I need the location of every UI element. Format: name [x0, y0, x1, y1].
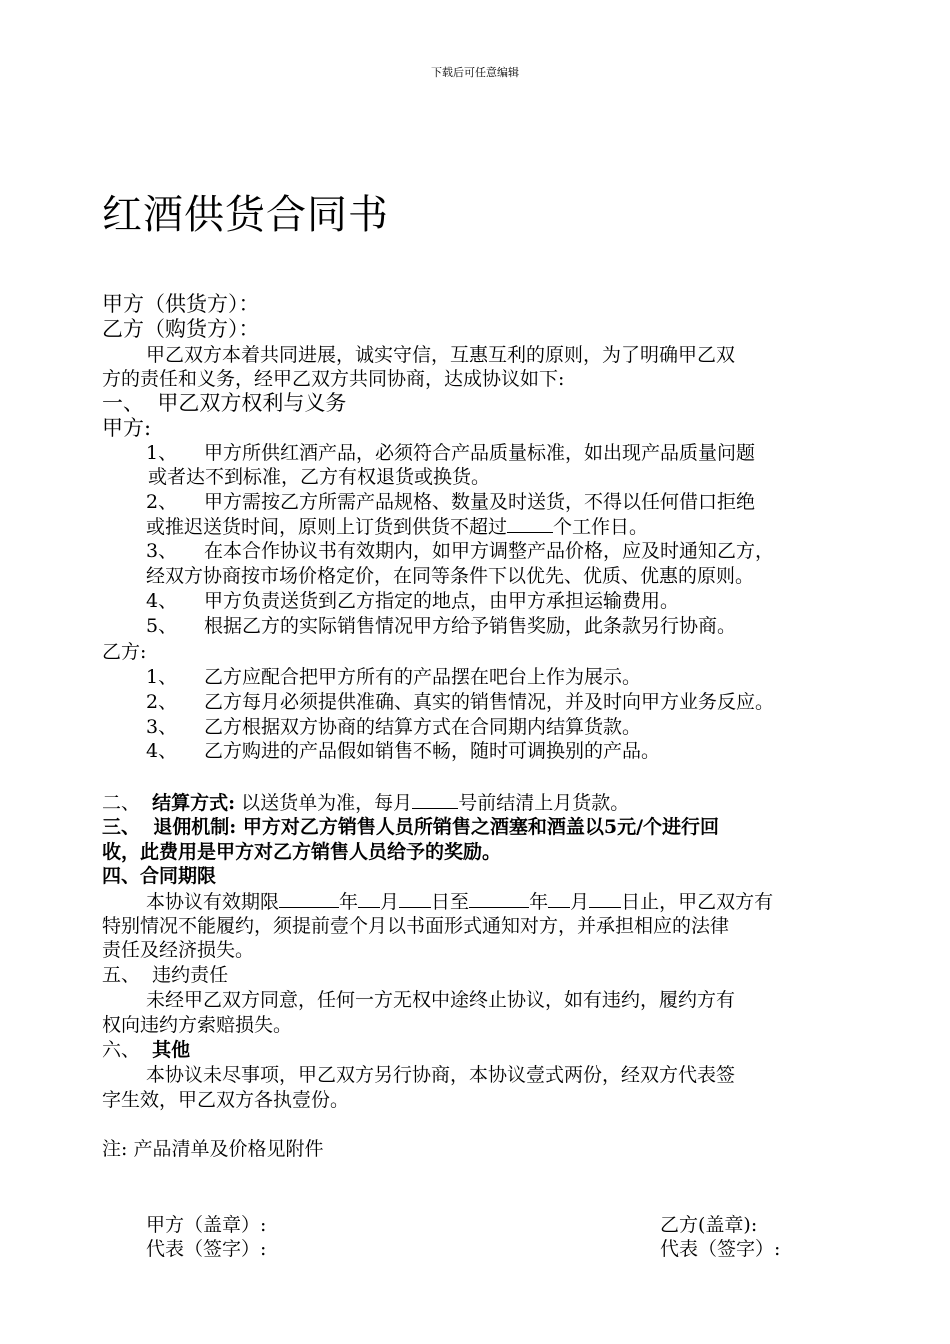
- a-item-3-line-2: 经双方协商按市场价格定价，在同等条件下以优先、优质、优惠的原则。: [146, 565, 755, 587]
- b-item-2-num: 2、: [146, 691, 178, 713]
- a-item-2-line-1: 甲方需按乙方所需产品规格、数量及时送货，不得以任何借口拒绝: [204, 491, 756, 513]
- section-2-heading: 结算方式:: [152, 792, 236, 814]
- section-1-party-a-label: 甲方:: [102, 416, 152, 440]
- end-year-blank[interactable]: [469, 889, 529, 908]
- section-2-text-b: 号前结清上月货款。: [458, 792, 630, 814]
- party-a-signature-label: 代表（签字）:: [146, 1238, 267, 1260]
- b-item-3-text: 乙方根据双方协商的结算方式在合同期内结算货款。: [204, 716, 642, 738]
- b-item-1-text: 乙方应配合把甲方所有的产品摆在吧台上作为展示。: [204, 666, 642, 688]
- party-b-signature-label: 代表（签字）:: [660, 1238, 781, 1260]
- intro-line-1: 甲乙双方本着共同进展，诚实守信，互惠互利的原则，为了明确甲乙双: [146, 344, 736, 366]
- section-1-party-b-label: 乙方:: [102, 641, 147, 663]
- section-2-num: 二、: [102, 792, 141, 814]
- section-2: [102, 790, 629, 815]
- b-item-2-text: 乙方每月必须提供准确、真实的销售情况，并及时向甲方业务反应。: [204, 691, 775, 713]
- section-6-heading: [102, 1038, 190, 1062]
- a-item-3-num: 3、: [146, 540, 178, 562]
- section-5-line-1: 未经甲乙双方同意，任何一方无权中途终止协议，如有违约，履约方有: [146, 989, 736, 1011]
- b-item-4-num: 4、: [146, 740, 178, 762]
- a-item-2-text-before-blank: 或推迟送货时间，原则上订货到供货不超过: [146, 516, 508, 538]
- a-item-2-num: 2、: [146, 491, 178, 513]
- section-3-line-2: 收，此费用是甲方对乙方销售人员给予的奖励。: [102, 841, 502, 863]
- a-item-2-text-after-blank: 个工作日。: [553, 516, 649, 538]
- a-item-4-num: 4、: [146, 590, 178, 612]
- a-item-4-line-1: 甲方负责送货到乙方指定的地点，由甲方承担运输费用。: [204, 590, 680, 612]
- end-month-label: 月: [570, 891, 590, 913]
- section-6-title: 其他: [152, 1039, 191, 1061]
- a-item-3-line-1: 在本合作协议书有效期内，如甲方调整产品价格，应及时通知乙方，: [204, 540, 775, 562]
- payment-day-blank[interactable]: [412, 790, 458, 809]
- section-4-heading: 四、合同期限: [102, 865, 217, 887]
- term-text-start: 本协议有效期限: [146, 891, 280, 913]
- a-item-1-line-1: 甲方所供红酒产品，必须符合产品质量标准，如出现产品质量问题: [204, 442, 756, 464]
- section-6-num: 六、: [102, 1039, 141, 1061]
- section-5-heading: 五、 违约责任: [102, 964, 229, 986]
- party-b-seal-label: 乙方(盖章):: [660, 1214, 758, 1236]
- intro-line-2: 方的责任和义务，经甲乙双方共同协商，达成协议如下:: [102, 368, 565, 390]
- attachment-note: 注: 产品清单及价格见附件: [102, 1138, 324, 1160]
- section-4-line-3: 责任及经济损失。: [102, 939, 255, 961]
- end-day-blank[interactable]: [589, 889, 621, 908]
- start-year-blank[interactable]: [279, 889, 339, 908]
- a-item-1-num: 1、: [146, 442, 178, 464]
- section-6-line-1: 本协议未尽事项，甲乙双方另行协商，本协议壹式两份，经双方代表签: [146, 1064, 736, 1086]
- section-2-text-a: 以送货单为准，每月: [241, 792, 413, 814]
- workdays-blank[interactable]: [507, 514, 553, 533]
- year-label: 年: [339, 891, 359, 913]
- party-a-label: 甲方（供货方）：: [102, 292, 260, 316]
- section-3-line-1: 三、 退佣机制: 甲方对乙方销售人员所销售之酒塞和酒盖以5元/个进行回: [102, 816, 720, 838]
- page-header: 下载后可任意编辑: [431, 66, 519, 79]
- a-item-5-line-1: 根据乙方的实际销售情况甲方给予销售奖励，此条款另行协商。: [204, 615, 737, 637]
- b-item-3-num: 3、: [146, 716, 178, 738]
- party-a-seal-label: 甲方（盖章）:: [146, 1214, 267, 1236]
- start-month-blank[interactable]: [358, 889, 380, 908]
- end-year-label: 年: [529, 891, 549, 913]
- end-month-blank[interactable]: [548, 889, 570, 908]
- term-text-end: 日止，甲乙双方有: [621, 891, 774, 913]
- section-6-line-2: 字生效，甲乙双方各执壹份。: [102, 1089, 350, 1111]
- b-item-4-text: 乙方购进的产品假如销售不畅，随时可调换别的产品。: [204, 740, 661, 762]
- b-item-1-num: 1、: [146, 666, 178, 688]
- start-day-blank[interactable]: [399, 889, 431, 908]
- a-item-1-line-2: 或者达不到标准，乙方有权退货或换货。: [148, 466, 491, 488]
- section-1-heading: 一、 甲乙双方权利与义务: [102, 391, 347, 415]
- page-title: 红酒供货合同书: [102, 192, 389, 238]
- month-label: 月: [380, 891, 400, 913]
- section-5-line-2: 权向违约方索赔损失。: [102, 1014, 293, 1036]
- section-4-line-2: 特别情况不能履约，须提前壹个月以书面形式通知对方，并承担相应的法律: [102, 915, 730, 937]
- day-to-label: 日至: [431, 891, 470, 913]
- party-b-label: 乙方（购货方）：: [102, 317, 260, 341]
- a-item-2-line-2: [146, 514, 648, 539]
- a-item-5-num: 5、: [146, 615, 178, 637]
- section-4-line-1: [146, 889, 773, 914]
